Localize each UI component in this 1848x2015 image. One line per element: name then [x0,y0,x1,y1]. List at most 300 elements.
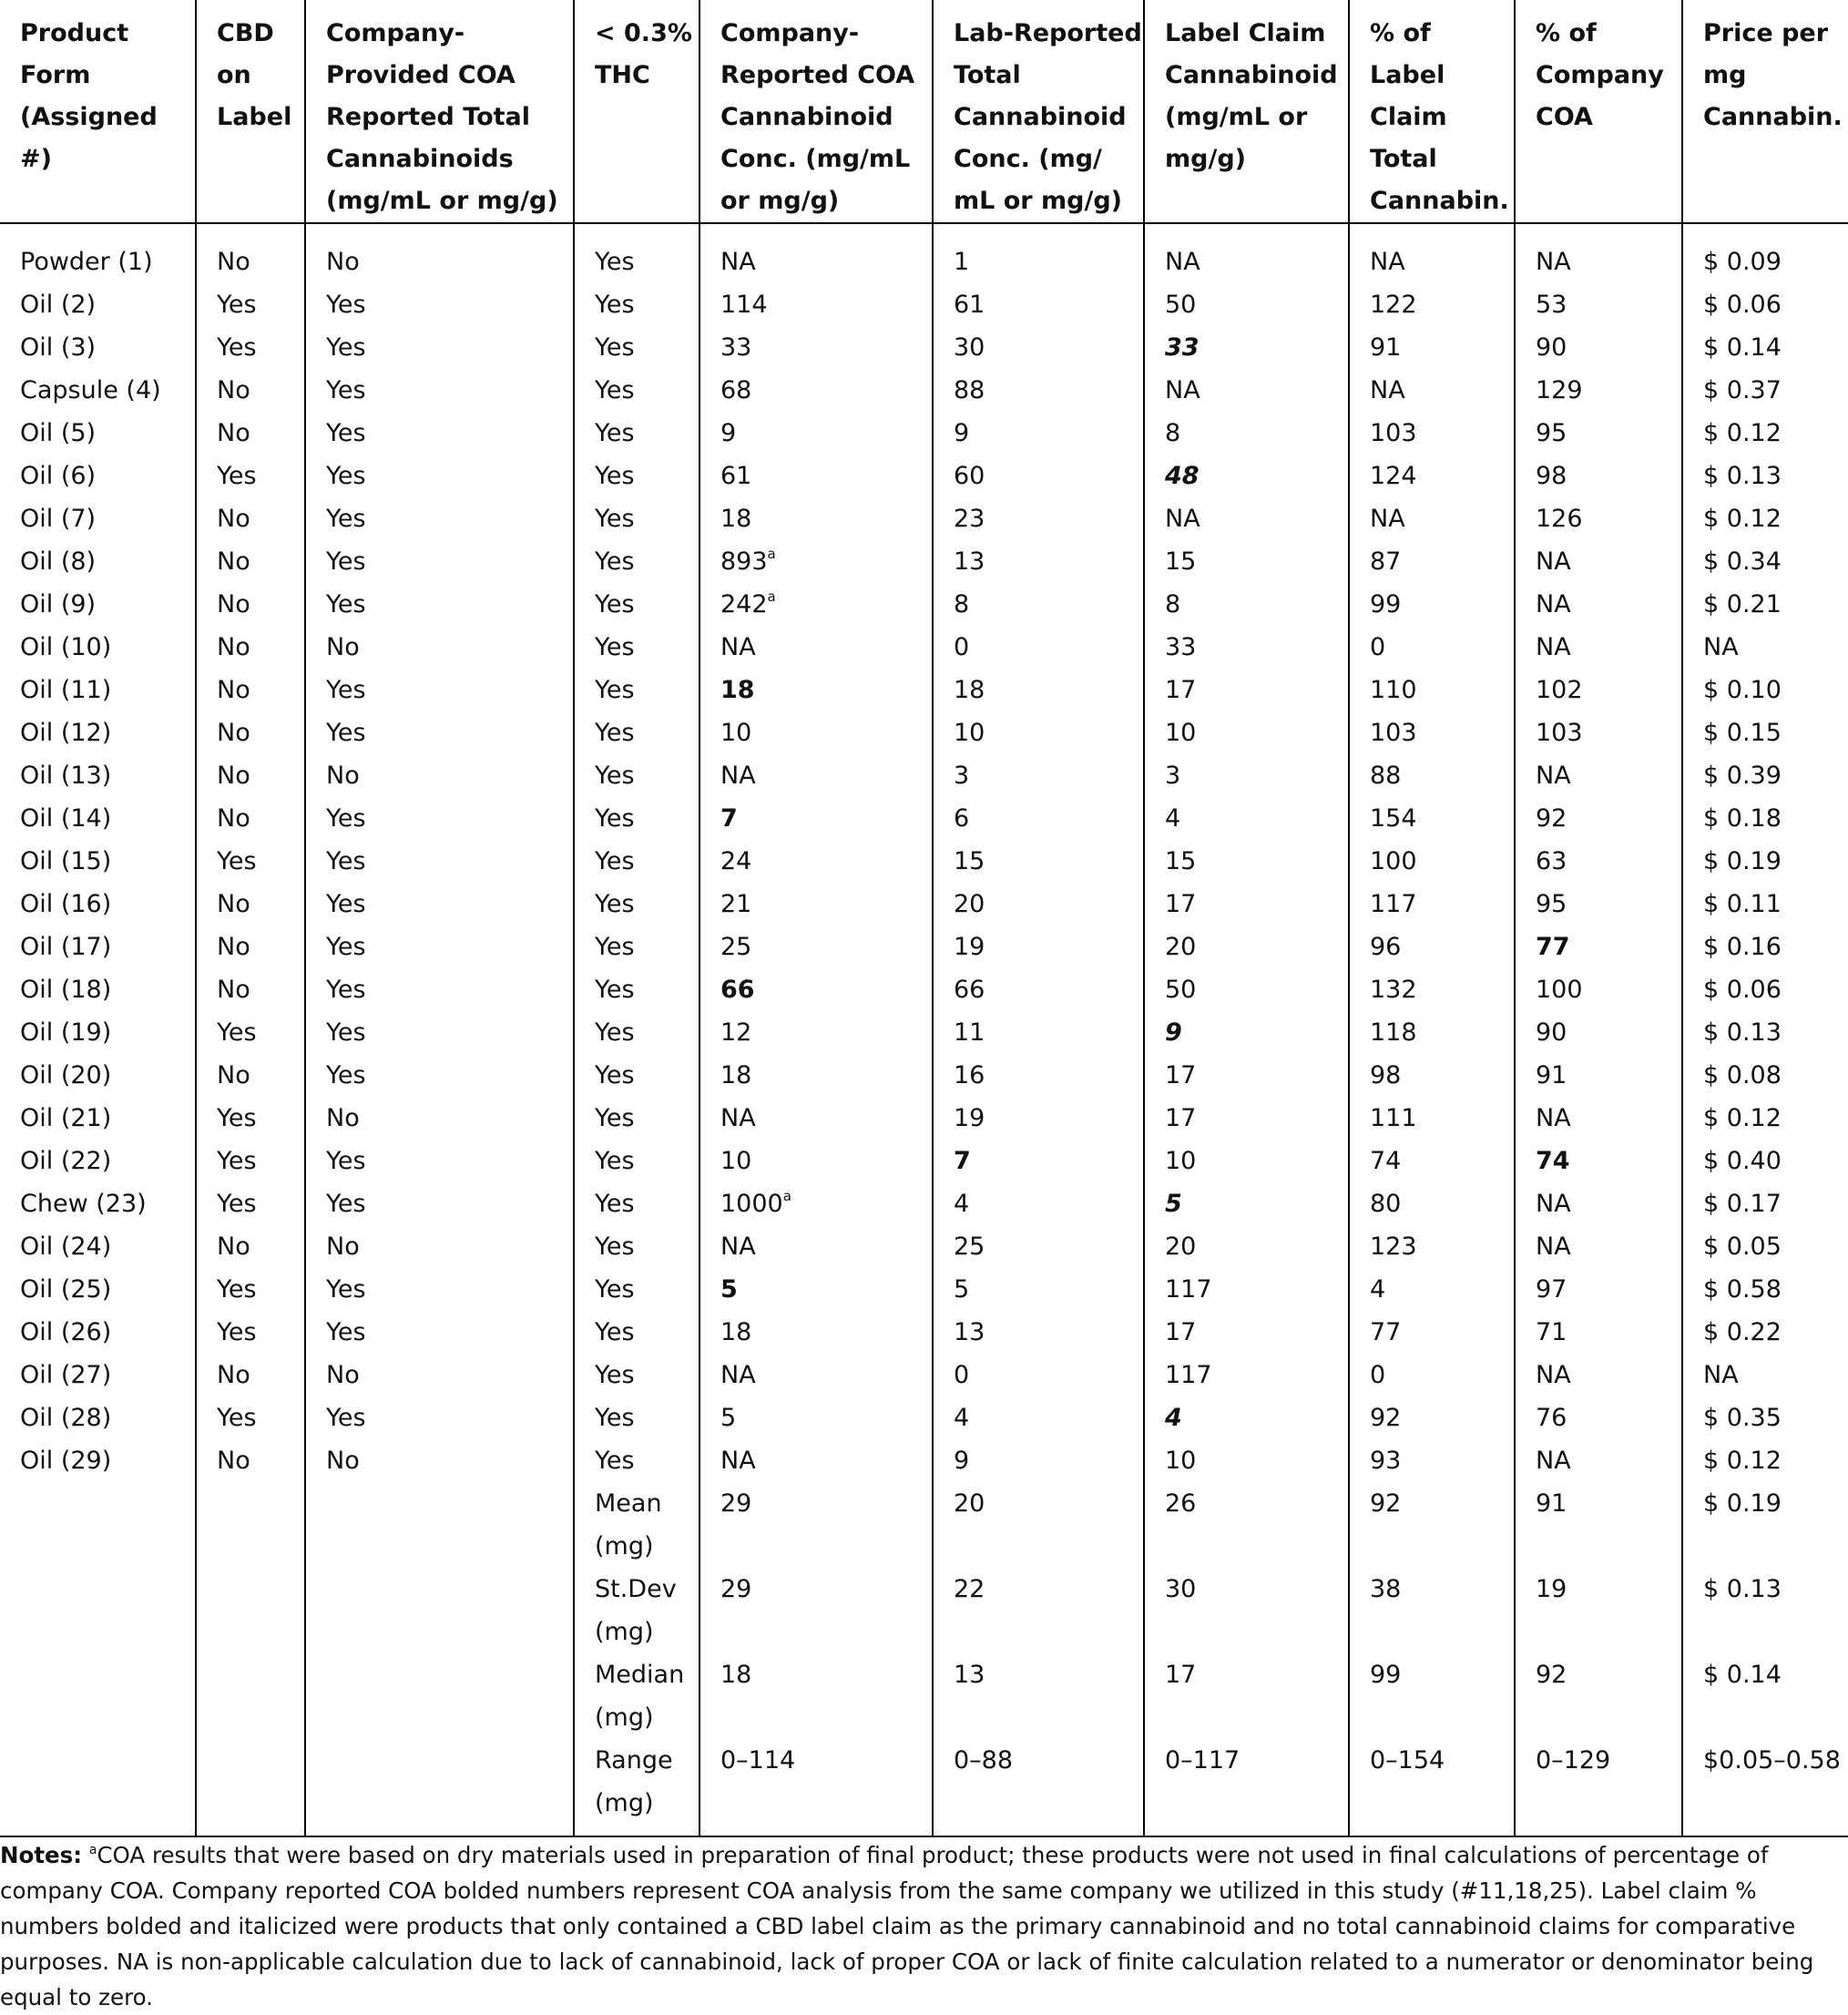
table-cell [196,283,305,326]
cell-value: 74 [1370,1147,1402,1175]
cell-value: 6 [954,804,970,833]
table-cell [574,283,699,326]
summary-value: 17 [1144,1653,1349,1739]
table-cell [699,1140,933,1182]
cell-value: 117 [1370,890,1417,918]
table-cell [699,711,933,754]
table-cell [1349,797,1515,840]
table-cell [1515,283,1682,326]
table-cell [933,1097,1144,1140]
cell-value: Yes [326,419,366,447]
table-cell [0,926,196,968]
cell-value: 117 [1165,1275,1212,1304]
table-cell [574,455,699,497]
cell-value: $ 0.09 [1703,248,1782,276]
summary-value: 19 [1515,1568,1682,1653]
cell-value: 74 [1536,1147,1570,1175]
table-cell [1682,883,1848,926]
cell-value: 123 [1370,1233,1417,1261]
table-cell [305,1011,574,1054]
table-cell [1349,711,1515,754]
table-cell [305,1268,574,1311]
cell-value: 98 [1370,1061,1402,1089]
table-cell [699,540,933,583]
cell-value: NA [1165,248,1200,276]
cell-value: 88 [954,376,985,404]
table-cell [1515,1268,1682,1311]
table-cell [1682,326,1848,369]
summary-value: 22 [933,1568,1144,1653]
cell-value: No [217,419,250,447]
table-cell [1349,369,1515,412]
table-cell [1682,1097,1848,1140]
table-cell [1144,1311,1349,1354]
table-cell [574,1354,699,1396]
cell-value: NA [1370,376,1405,404]
table-cell [699,369,933,412]
cell-value: Yes [595,547,635,576]
header-label-claim: Label Claim Cannabinoid (mg/mL or mg/g) [1144,0,1349,223]
summary-value: 38 [1349,1568,1515,1653]
cell-value: Yes [326,1190,366,1218]
summary-value: 13 [933,1653,1144,1739]
table-cell [1144,1268,1349,1311]
table-row [0,754,1848,797]
table-row [0,626,1848,669]
table-cell [574,1225,699,1268]
header-row [0,0,1848,223]
cell-value: 8 [954,590,970,619]
cell-value: No [217,248,250,276]
table-cell [305,669,574,711]
table-cell [699,1011,933,1054]
cell-value: 95 [1536,419,1567,447]
cell-value: Oil (22) [20,1147,112,1175]
table-cell [1144,540,1349,583]
table-row [0,1097,1848,1140]
table-cell [0,369,196,412]
cell-value: 68 [720,376,752,404]
table-cell [1682,412,1848,455]
table-cell [0,626,196,669]
cell-value: $ 0.37 [1703,376,1782,404]
table-cell [699,1054,933,1097]
table-cell [574,1439,699,1482]
cell-value: 122 [1370,291,1417,319]
cell-value: No [217,1361,250,1389]
table-cell [305,540,574,583]
table-cell [1682,583,1848,626]
cell-value: No [217,1447,250,1475]
table-cell [1144,669,1349,711]
cell-value: 53 [1536,291,1567,319]
cell-value: 80 [1370,1190,1402,1218]
table-cell [699,1439,933,1482]
table-cell [196,883,305,926]
cell-value: 129 [1536,376,1583,404]
cell-value: 154 [1370,804,1417,833]
table-cell [574,497,699,540]
cell-value: 96 [1370,933,1402,961]
table-cell [0,412,196,455]
empty-cell [305,1739,574,1836]
table-cell [1349,968,1515,1011]
table-cell [1682,1439,1848,1482]
table-cell [305,754,574,797]
table-cell [933,583,1144,626]
cell-value: Yes [326,376,366,404]
cell-value: Yes [595,1275,635,1304]
empty-cell [0,1739,196,1836]
summary-value: $ 0.19 [1682,1482,1848,1568]
table-cell [1515,1011,1682,1054]
table-cell [196,1225,305,1268]
table-cell [699,283,933,326]
table-cell [1515,497,1682,540]
cell-value: Oil (6) [20,462,97,490]
table-cell [1144,1439,1349,1482]
table-cell [699,669,933,711]
cell-value: Yes [326,1061,366,1089]
cell-value: Yes [595,1318,635,1346]
table-cell [699,1225,933,1268]
cell-value: Yes [595,1061,635,1089]
table-cell [1144,754,1349,797]
table-cell [1349,540,1515,583]
cell-value: 126 [1536,505,1583,533]
cell-value: 61 [720,462,752,490]
cell-value: Yes [217,1318,257,1346]
cell-value: 18 [720,1061,752,1089]
cell-value: 7 [720,804,738,833]
table-cell [933,1182,1144,1225]
table-cell [1682,1268,1848,1311]
summary-value: 99 [1349,1653,1515,1739]
summary-row [0,1653,1848,1739]
table-cell [574,369,699,412]
cell-value: 18 [720,676,755,704]
cell-value: Yes [326,547,366,576]
table-row [0,326,1848,369]
cell-value: Yes [326,933,366,961]
cell-value: 10 [720,719,752,747]
cell-value: Oil (20) [20,1061,112,1089]
cell-value: $ 0.34 [1703,547,1782,576]
table-cell [699,326,933,369]
table-cell [1682,968,1848,1011]
cell-value: NA [1536,1104,1571,1132]
summary-value: 91 [1515,1482,1682,1568]
header-pct-company-coa: % of Company COA [1515,0,1682,223]
table-cell [0,1097,196,1140]
cell-value: Yes [595,762,635,790]
table-cell [0,669,196,711]
cell-value: 20 [1165,933,1197,961]
table-cell [1144,711,1349,754]
table-cell [1349,1225,1515,1268]
table-cell [196,711,305,754]
table-cell [305,1097,574,1140]
cell-value: Oil (18) [20,976,112,1004]
table-cell [1515,840,1682,883]
header-company-provided-coa: Company-Provided COA Reported Total Cannabinoids (mg/mL or mg/g) [305,0,574,223]
cell-value: Yes [595,804,635,833]
table-header [0,0,1848,223]
header-price-per-mg: Price per mg Cannabin. [1682,0,1848,223]
table-row [0,369,1848,412]
table-cell [574,1054,699,1097]
cell-value: Oil (11) [20,676,112,704]
table-cell [933,754,1144,797]
table-row [0,1268,1848,1311]
summary-label: St.Dev (mg) [574,1568,699,1653]
cell-value: Yes [217,1104,257,1132]
table-cell [305,497,574,540]
table-cell [196,968,305,1011]
table-cell [1144,412,1349,455]
table-cell [1349,1011,1515,1054]
cell-value: Yes [595,333,635,362]
table-cell [196,369,305,412]
table-cell [1144,369,1349,412]
cell-value: 21 [720,890,752,918]
table-cell [574,797,699,840]
cell-value: NA [1536,1447,1571,1475]
table-cell [699,754,933,797]
table-cell [305,1439,574,1482]
cell-value: 4 [954,1404,970,1432]
cell-value: Yes [595,1361,635,1389]
table-cell [574,223,699,283]
table-cell [699,968,933,1011]
cell-value: Yes [217,1147,257,1175]
table-cell [196,326,305,369]
cell-value: Yes [595,719,635,747]
table-cell [699,626,933,669]
cell-value: $ 0.13 [1703,1018,1782,1047]
cell-value: 76 [1536,1404,1567,1432]
table-cell [699,883,933,926]
cell-value: Yes [595,291,635,319]
cell-value: Oil (21) [20,1104,112,1132]
table-cell [1144,883,1349,926]
table-cell [933,797,1144,840]
table-cell [196,1054,305,1097]
cell-value: 13 [954,547,985,576]
cell-value: $ 0.21 [1703,590,1782,619]
table-cell [196,1311,305,1354]
table-cell [933,669,1144,711]
table-cell [1515,223,1682,283]
table-cell [1682,626,1848,669]
table-cell [0,1182,196,1225]
cell-value: 15 [954,847,985,875]
cell-value: 63 [1536,847,1567,875]
cell-value: 117 [1165,1361,1212,1389]
cell-value: Yes [217,462,257,490]
table-cell [1682,1140,1848,1182]
cell-value: 20 [1165,1233,1197,1261]
cell-value: Yes [217,847,257,875]
cell-value: Yes [595,1018,635,1047]
table-row [0,669,1848,711]
table-cell [1349,1268,1515,1311]
table-cell [699,412,933,455]
table-cell [1144,840,1349,883]
table-cell [1349,1140,1515,1182]
cell-value: No [217,976,250,1004]
table-cell [196,1354,305,1396]
table-cell [933,883,1144,926]
cell-value: Oil (8) [20,547,97,576]
cell-value: Oil (12) [20,719,112,747]
table-cell [574,1182,699,1225]
cell-value: NA [1536,547,1571,576]
cell-value: Oil (25) [20,1275,112,1304]
cell-value: 88 [1370,762,1402,790]
table-cell [574,540,699,583]
notes-text: COA results that were based on dry materials used in preparation of final product; these products were not used in final calculations of percentage of company COA. Company reported COA bolded numbers represent COA analysis from the same company we utilized in this study (#11,18,25). Label claim % numbers bolded and italicized were products that only contained a CBD label claim as the primary cannabinoid and no total cannabinoid claims for comparative purposes. NA is non-applicable calculation due to lack of cannabinoid, lack of proper COA or lack of finite calculation related to a numerator or denominator being equal to zero. [0,1842,1814,2010]
table-cell [1349,1097,1515,1140]
cell-value: 5 [720,1404,737,1432]
cell-value: Yes [326,505,366,533]
summary-value: 18 [699,1653,933,1739]
cell-value: NA [1536,633,1571,661]
header-thc-limit: < 0.3% THC [574,0,699,223]
table-row [0,926,1848,968]
cell-value: NA [1536,248,1571,276]
table-cell [574,326,699,369]
cell-value: No [326,248,360,276]
cell-value: 1 [954,248,970,276]
cell-value: Yes [326,1404,366,1432]
cell-value: NA [1536,1190,1571,1218]
table-cell [0,540,196,583]
cell-value: 17 [1165,1061,1197,1089]
table-cell [196,926,305,968]
cell-value: No [217,590,250,619]
table-cell [699,1182,933,1225]
table-cell [196,754,305,797]
table-cell [0,797,196,840]
cell-value: 66 [954,976,985,1004]
table-cell [1682,797,1848,840]
table-cell [305,369,574,412]
table-cell [1682,1311,1848,1354]
cell-value: 8 [1165,419,1181,447]
table-cell [1349,883,1515,926]
table-cell [196,455,305,497]
table-cell [1682,1054,1848,1097]
table-cell [933,1225,1144,1268]
summary-value: 0–117 [1144,1739,1349,1836]
table-cell [1144,326,1349,369]
table-cell [1515,797,1682,840]
table-cell [699,497,933,540]
cell-value: $ 0.39 [1703,762,1782,790]
table-cell [699,926,933,968]
cell-value: Oil (15) [20,847,112,875]
table-cell [0,1439,196,1482]
table-cell [0,1311,196,1354]
cell-value: $ 0.14 [1703,333,1782,362]
cell-value: Yes [595,890,635,918]
table-cell [1682,540,1848,583]
cell-value: 91 [1536,1061,1567,1089]
cell-value: 60 [954,462,985,490]
cell-value: 9 [954,419,970,447]
table-cell [933,223,1144,283]
empty-cell [305,1482,574,1568]
cell-value: 25 [954,1233,985,1261]
table-cell [196,1011,305,1054]
table-row [0,583,1848,626]
cell-value: Yes [326,1318,366,1346]
cell-value: Yes [595,676,635,704]
cell-value: Yes [595,976,635,1004]
cell-value: Yes [217,291,257,319]
header-lab-reported-conc: Lab-Reported Total Cannabinoid Conc. (mg/ mL or mg/g) [933,0,1144,223]
cell-value: 13 [954,1318,985,1346]
table-cell [196,583,305,626]
cell-value: Oil (5) [20,419,97,447]
cell-value: 23 [954,505,985,533]
table-cell [1515,455,1682,497]
table-cell [0,1354,196,1396]
table-cell [1349,455,1515,497]
table-cell [933,1354,1144,1396]
table-cell [305,626,574,669]
table-cell [1515,1225,1682,1268]
summary-value: 0–129 [1515,1739,1682,1836]
cell-value: 33 [720,333,752,362]
table-row [0,540,1848,583]
cell-value: NA [720,1361,756,1389]
cell-value: Yes [326,590,366,619]
cell-value: 10 [1165,719,1197,747]
table-cell [574,583,699,626]
table-cell [1144,926,1349,968]
table-cell [0,326,196,369]
table-cell [933,1311,1144,1354]
table-cell [1349,926,1515,968]
table-cell [933,412,1144,455]
cell-value: 50 [1165,291,1197,319]
table-cell [1144,1396,1349,1439]
summary-value: $ 0.14 [1682,1653,1848,1739]
table-cell [1515,583,1682,626]
cell-value: No [217,762,250,790]
cell-value: No [326,1233,360,1261]
table-cell [0,583,196,626]
table-cell [0,1011,196,1054]
cell-value: 103 [1370,719,1417,747]
table-row [0,797,1848,840]
cell-value: NA [1536,762,1571,790]
table-cell [574,1011,699,1054]
table-cell [699,1268,933,1311]
table-cell [305,455,574,497]
table-cell [305,1182,574,1225]
table-cell [1515,626,1682,669]
table-cell [933,1011,1144,1054]
cell-value: NA [1165,376,1200,404]
table-cell [574,840,699,883]
cell-value: Capsule (4) [20,376,161,404]
cell-value: Oil (26) [20,1318,112,1346]
table-row [0,283,1848,326]
cell-value: $ 0.40 [1703,1147,1782,1175]
